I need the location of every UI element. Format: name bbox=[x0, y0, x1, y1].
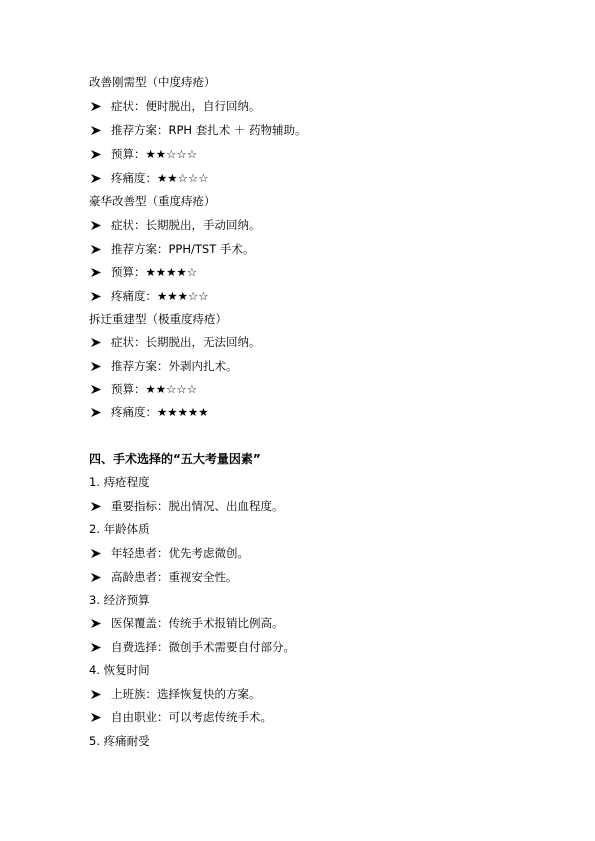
arrow-bullet-icon bbox=[89, 569, 103, 585]
list-item-text: 疼痛度：★★☆☆☆ bbox=[111, 171, 209, 185]
arrow-bullet-icon bbox=[89, 122, 103, 138]
arrow-bullet-icon bbox=[89, 170, 103, 186]
list-item-text: 预算：★★★★☆ bbox=[111, 265, 198, 279]
list-item-text: 疼痛度：★★★☆☆ bbox=[111, 289, 209, 303]
list-item-text: 推荐方案：RPH 套扎术 ＋ 药物辅助。 bbox=[111, 123, 307, 137]
list-item-text: 医保覆盖：传统手术报销比例高。 bbox=[111, 616, 284, 630]
list-item-text: 自费选择：微创手术需要自付部分。 bbox=[111, 640, 295, 654]
arrow-bullet-icon bbox=[89, 381, 103, 397]
tier-title: 改善刚需型（中度痔疮） bbox=[89, 75, 216, 89]
list-item-text: 推荐方案：外剥内扎术。 bbox=[111, 359, 238, 373]
arrow-bullet-icon bbox=[89, 217, 103, 233]
factor-heading: 3. 经济预算 bbox=[89, 593, 150, 607]
arrow-bullet-icon bbox=[89, 709, 103, 725]
factor-heading: 1. 痔疮程度 bbox=[89, 475, 150, 489]
arrow-bullet-icon bbox=[89, 404, 103, 420]
arrow-bullet-icon bbox=[89, 241, 103, 257]
list-item-text: 预算：★★☆☆☆ bbox=[111, 147, 198, 161]
arrow-bullet-icon bbox=[89, 498, 103, 514]
arrow-bullet-icon bbox=[89, 288, 103, 304]
list-item-text: 疼痛度：★★★★★ bbox=[111, 405, 209, 419]
section-title: 四、手术选择的“五大考量因素” bbox=[89, 452, 261, 466]
arrow-bullet-icon bbox=[89, 686, 103, 702]
list-item-text: 重要指标：脱出情况、出血程度。 bbox=[111, 499, 284, 513]
list-item-text: 推荐方案：PPH/TST 手术。 bbox=[111, 242, 255, 256]
factor-heading: 4. 恢复时间 bbox=[89, 663, 150, 677]
list-item-text: 症状：长期脱出，手动回纳。 bbox=[111, 218, 261, 232]
tier-title: 豪华改善型（重度痔疮） bbox=[89, 194, 216, 208]
list-item-text: 症状：长期脱出，无法回纳。 bbox=[111, 335, 261, 349]
list-item-text: 年轻患者：优先考虑微创。 bbox=[111, 546, 249, 560]
arrow-bullet-icon bbox=[89, 146, 103, 162]
list-item-text: 预算：★★☆☆☆ bbox=[111, 382, 198, 396]
arrow-bullet-icon bbox=[89, 639, 103, 655]
list-item-text: 高龄患者：重视安全性。 bbox=[111, 570, 238, 584]
list-item-text: 上班族：选择恢复快的方案。 bbox=[111, 687, 261, 701]
arrow-bullet-icon bbox=[89, 334, 103, 350]
factor-heading: 5. 疼痛耐受 bbox=[89, 734, 150, 748]
factor-heading: 2. 年龄体质 bbox=[89, 522, 150, 536]
list-item-text: 自由职业：可以考虑传统手术。 bbox=[111, 710, 272, 724]
list-item-text: 症状：便时脱出，自行回纳。 bbox=[111, 99, 261, 113]
arrow-bullet-icon bbox=[89, 98, 103, 114]
arrow-bullet-icon bbox=[89, 264, 103, 280]
arrow-bullet-icon bbox=[89, 615, 103, 631]
arrow-bullet-icon bbox=[89, 545, 103, 561]
tier-title: 拆迁重建型（极重度痔疮） bbox=[89, 312, 227, 326]
arrow-bullet-icon bbox=[89, 358, 103, 374]
